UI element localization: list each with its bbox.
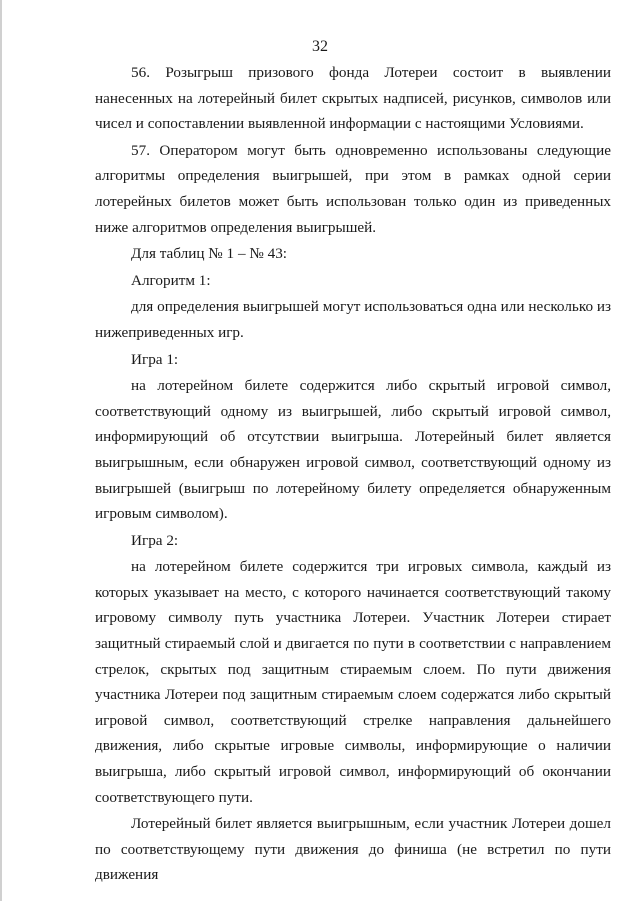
document-body xyxy=(95,60,611,888)
game-2-description: на лотерейном билете содержится три игровых символа, каждый из которых указывает на место, с которого начинается соответствующий такому игровому символу путь участника Лотереи. Участник Лотереи стирает защитный стираемый слой и двигается по пути в соответствии с направлением стрелок, скрытых под защитным стираемым слоем. По пути движения участника Лотереи под защитным стираемым слоем содержатся либо скрытый игровой символ, соответствующий стрелке направления дальнейшего движения, либо скрытые игровые символы, информирующие о наличии выигрыша, либо скрытый игровой символ, информирующий об окончании соответствующего пути. xyxy=(95,558,611,806)
paragraph-57: 57. Оператором могут быть одновременно использованы следующие алгоритмы определения выигрышей, при этом в рамках одной серии лотерейных билетов может быть использован только один из приведенных ниже алгоритмов определения выигрышей. xyxy=(95,141,611,236)
game-1-description: на лотерейном билете содержится либо скрытый игровой символ, соответствующий одному из выигрышей, либо скрытый игровой символ, информирующий об отсутствии выигрыша. Лотерейный билет является выигрышным, если обнаружен игровой символ, соответствующий одному из выигрышей (выигрыш по лотерейному билету определяется обнаруженным игровым символом). xyxy=(95,377,611,523)
game-1-heading: Игра 1: xyxy=(131,350,179,368)
game-2-heading: Игра 2: xyxy=(131,531,179,549)
algorithm-heading: Алгоритм 1: xyxy=(131,271,211,289)
algorithm-description: для определения выигрышей могут использоваться одна или несколько из нижеприведенных игр. xyxy=(95,298,611,341)
winning-ticket-paragraph: Лотерейный билет является выигрышным, если участник Лотереи дошел по соответствующему пути движения до финиша (не встретил по пути движения xyxy=(95,815,611,884)
page-number: 32 xyxy=(312,38,328,55)
scan-edge xyxy=(0,0,2,901)
tables-heading: Для таблиц № 1 – № 43: xyxy=(131,245,288,263)
paragraph-56: 56. Розыгрыш призового фонда Лотереи состоит в выявлении нанесенных на лотерейный билет скрытых надписей, рисунков, символов или чисел и сопоставлении выявленной информации с настоящими Условиями. xyxy=(95,64,611,133)
